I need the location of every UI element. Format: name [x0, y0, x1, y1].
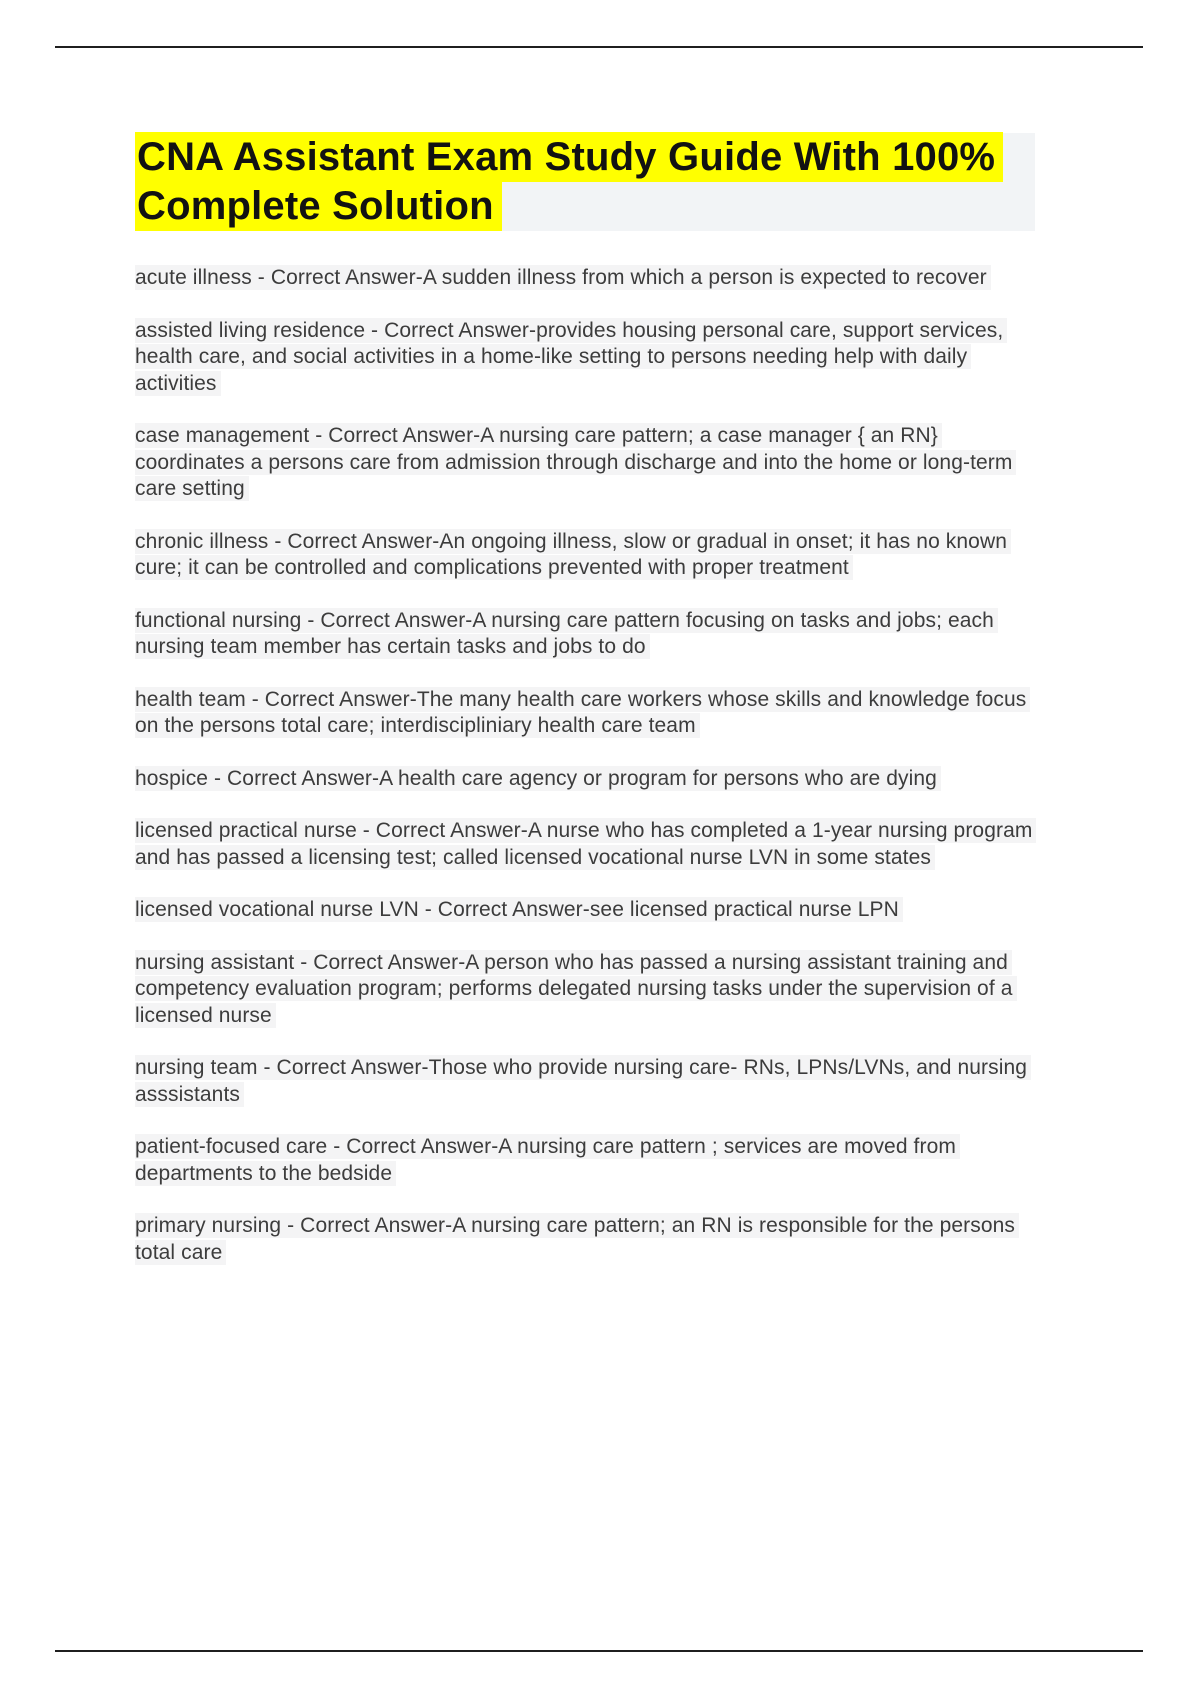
- study-entry: licensed practical nurse - Correct Answer-A nurse who has completed a 1-year nursing program and has passed a licensing test; called licensed vocational nurse LVN in some states: [135, 818, 1035, 871]
- study-entry: chronic illness - Correct Answer-An ongoing illness, slow or gradual in onset; it has no known cure; it can be controlled and complications prevented with proper treatment: [135, 529, 1035, 582]
- study-entry: assisted living residence - Correct Answer-provides housing personal care, support services, health care, and social activities in a home-like setting to persons needing help with daily activities: [135, 318, 1035, 398]
- study-entry: primary nursing - Correct Answer-A nursing care pattern; an RN is responsible for the persons total care: [135, 1213, 1035, 1266]
- study-entry: nursing assistant - Correct Answer-A person who has passed a nursing assistant training and competency evaluation program; performs delegated nursing tasks under the supervision of a licensed nurse: [135, 950, 1035, 1030]
- top-rule: [55, 46, 1143, 48]
- bottom-rule: [55, 1650, 1143, 1652]
- study-entry: licensed vocational nurse LVN - Correct Answer-see licensed practical nurse LPN: [135, 897, 1035, 924]
- study-entry: case management - Correct Answer-A nursing care pattern; a case manager { an RN} coordinates a persons care from admission through discharge and into the home or long-term care setting: [135, 423, 1035, 503]
- study-entry: hospice - Correct Answer-A health care agency or program for persons who are dying: [135, 766, 1035, 793]
- document-content: [135, 133, 1035, 1292]
- study-entry: functional nursing - Correct Answer-A nursing care pattern focusing on tasks and jobs; each nursing team member has certain tasks and jobs to do: [135, 608, 1035, 661]
- study-entry: nursing team - Correct Answer-Those who provide nursing care- RNs, LPNs/LVNs, and nursing asssistants: [135, 1055, 1035, 1108]
- page-title: [135, 133, 1035, 231]
- study-entry: health team - Correct Answer-The many health care workers whose skills and knowledge focus on the persons total care; interdiscipliniary health care team: [135, 687, 1035, 740]
- study-entry: patient-focused care - Correct Answer-A nursing care pattern ; services are moved from departments to the bedside: [135, 1134, 1035, 1187]
- study-entry: acute illness - Correct Answer-A sudden illness from which a person is expected to recover: [135, 265, 1035, 292]
- page-title-highlight: CNA Assistant Exam Study Guide With 100% Complete Solution: [135, 132, 1003, 231]
